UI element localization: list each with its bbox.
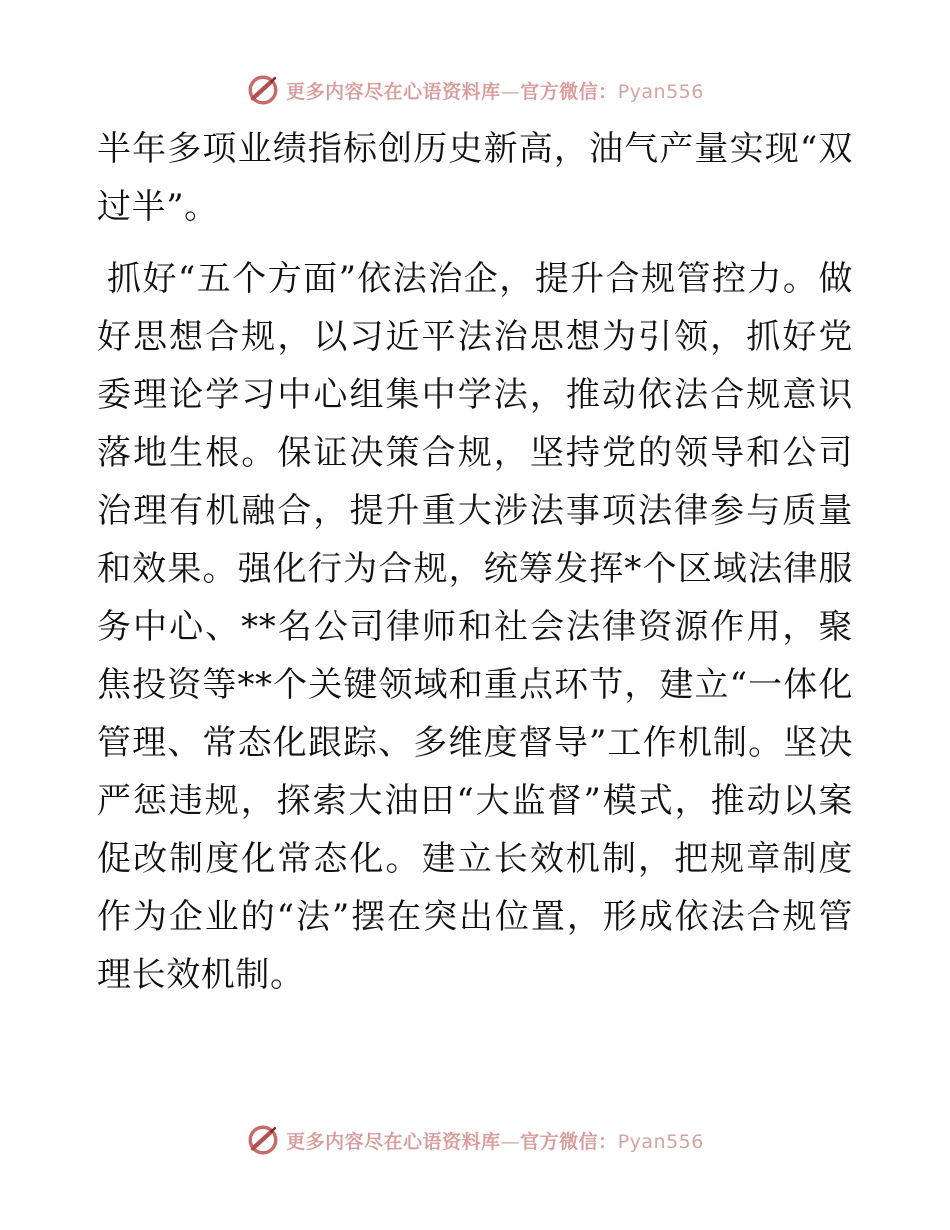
document-body	[97, 120, 853, 1004]
header-watermark	[0, 70, 950, 110]
watermark-text: 更多内容尽在心语资料库—官方微信：Pyan556	[286, 80, 704, 103]
watermark-text: 更多内容尽在心语资料库—官方微信：Pyan556	[286, 1130, 704, 1153]
pen-logo-icon	[246, 73, 280, 107]
footer-watermark	[0, 1120, 950, 1160]
paragraph-2: 抓好“五个方面”依法治企，提升合规管控力。做好思想合规，以习近平法治思想为引领，抓好党委理论学习中心组集中学法，推动依法合规意识落地生根。保证决策合规，坚持党的领导和公司治理有机融合，提升重大涉法事项法律参与质量和效果。强化行为合规，统筹发挥*个区域法律服务中心、**名公司律师和社会法律资源作用，聚焦投资等**个关键领域和重点环节，建立“一体化管理、常态化跟踪、多维度督导”工作机制。坚决严惩违规，探索大油田“大监督”模式，推动以案促改制度化常态化。建立长效机制，把规章制度作为企业的“法”摆在突出位置，形成依法合规管理长效机制。	[97, 259, 853, 995]
pen-logo-icon	[246, 1123, 280, 1157]
paragraph-1: 半年多项业绩指标创历史新高，油气产量实现“双过半”。	[97, 129, 853, 227]
